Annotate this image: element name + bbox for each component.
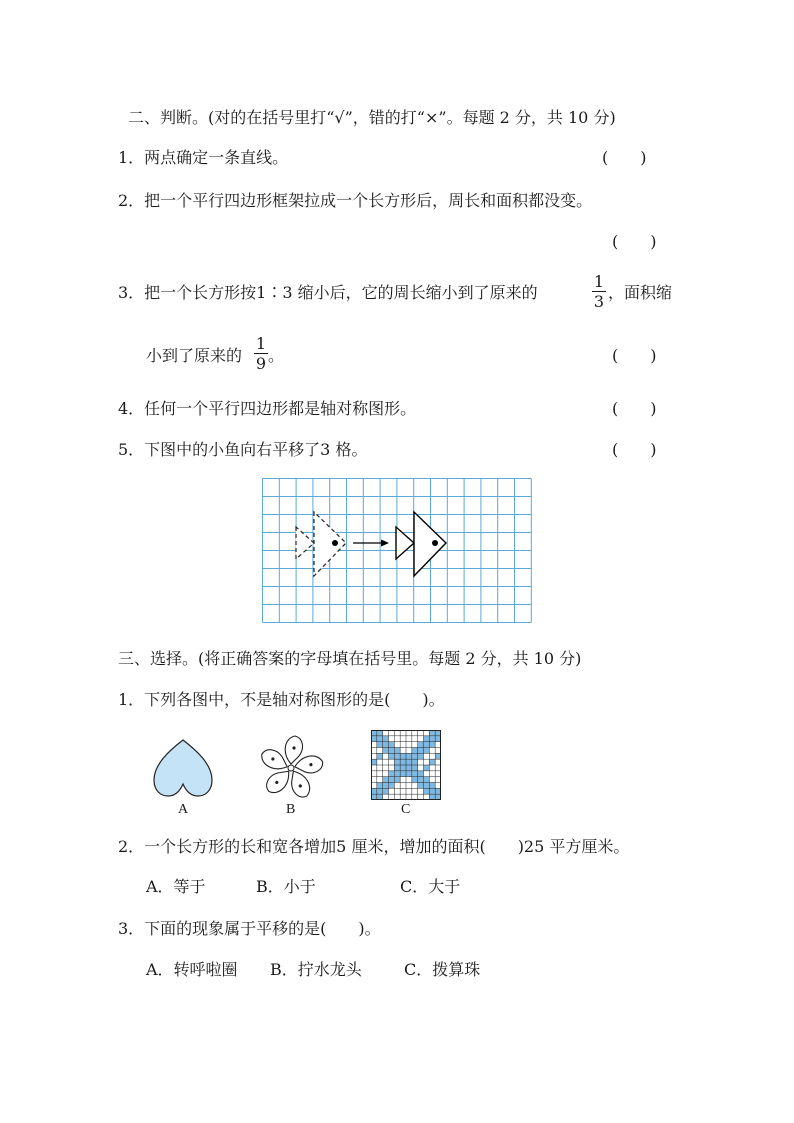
arrow-icon — [353, 540, 389, 547]
fish-translation-grid — [262, 478, 532, 626]
answer-paren-2-3[interactable]: ( ) — [612, 346, 657, 365]
option-3-2-a: A．等于 — [146, 877, 206, 896]
question-2-4: 4．任何一个平行四边形都是轴对称图形。 — [118, 399, 417, 418]
figure-label-b: B — [286, 802, 296, 817]
question-3-3: 3．下面的现象属于平移的是( )。 — [118, 919, 381, 938]
question-2-5: 5．下图中的小鱼向右平移了3 格。 — [118, 440, 368, 459]
option-3-2-b: B．小于 — [256, 877, 316, 896]
figure-label-a: A — [178, 802, 189, 817]
option-3-3-c: C．拨算珠 — [404, 960, 481, 979]
question-3-1: 1．下列各图中，不是轴对称图形的是( )。 — [118, 690, 445, 709]
answer-paren-2-5[interactable]: ( ) — [612, 440, 657, 459]
question-2-3-line1: 3．把一个长方形按1∶3 缩小后，它的周长缩小到了原来的 — [118, 283, 538, 302]
question-2-3-end: 。 — [268, 346, 285, 365]
question-2-2: 2．把一个平行四边形框架拉成一个长方形后，周长和面积都没变。 — [118, 191, 593, 210]
answer-paren-2-2[interactable]: ( ) — [612, 232, 657, 251]
original-fish-dashed — [296, 512, 346, 576]
heart-figure-a — [150, 736, 216, 802]
section2-title: 二、判断。(对的在括号里打“√”，错的打“×”。每题 2 分，共 10 分) — [128, 108, 616, 127]
question-2-3-line2: 小到了原来的 — [146, 346, 243, 365]
moved-fish — [396, 512, 446, 576]
question-2-1: 1．两点确定一条直线。 — [118, 148, 289, 167]
fraction-one-third — [592, 273, 606, 310]
section3-title: 三、选择。(将正确答案的字母填在括号里。每题 2 分，共 10 分) — [118, 649, 582, 668]
answer-paren-2-4[interactable]: ( ) — [612, 399, 657, 418]
fraction-one-ninth — [254, 335, 268, 372]
fish-eye-original — [332, 540, 338, 546]
figure-label-c: C — [401, 802, 411, 817]
question-2-3-after: ，面积缩 — [608, 283, 673, 302]
fraction-denominator: 9 — [255, 354, 267, 373]
option-3-3-b: B．拧水龙头 — [270, 960, 362, 979]
fraction-numerator: 1 — [593, 272, 605, 291]
answer-paren-2-1[interactable]: ( ) — [602, 148, 647, 167]
question-3-2: 2．一个长方形的长和宽各增加5 厘米，增加的面积( )25 平方厘米。 — [118, 837, 630, 856]
fraction-numerator: 1 — [255, 334, 267, 353]
fraction-denominator: 3 — [593, 292, 605, 311]
grid-pattern-figure-c — [371, 730, 441, 800]
option-3-2-c: C．大于 — [400, 877, 461, 896]
fish-eye-moved — [432, 540, 438, 546]
flower-figure-b — [256, 733, 326, 803]
option-3-3-a: A．转呼啦圈 — [146, 960, 238, 979]
